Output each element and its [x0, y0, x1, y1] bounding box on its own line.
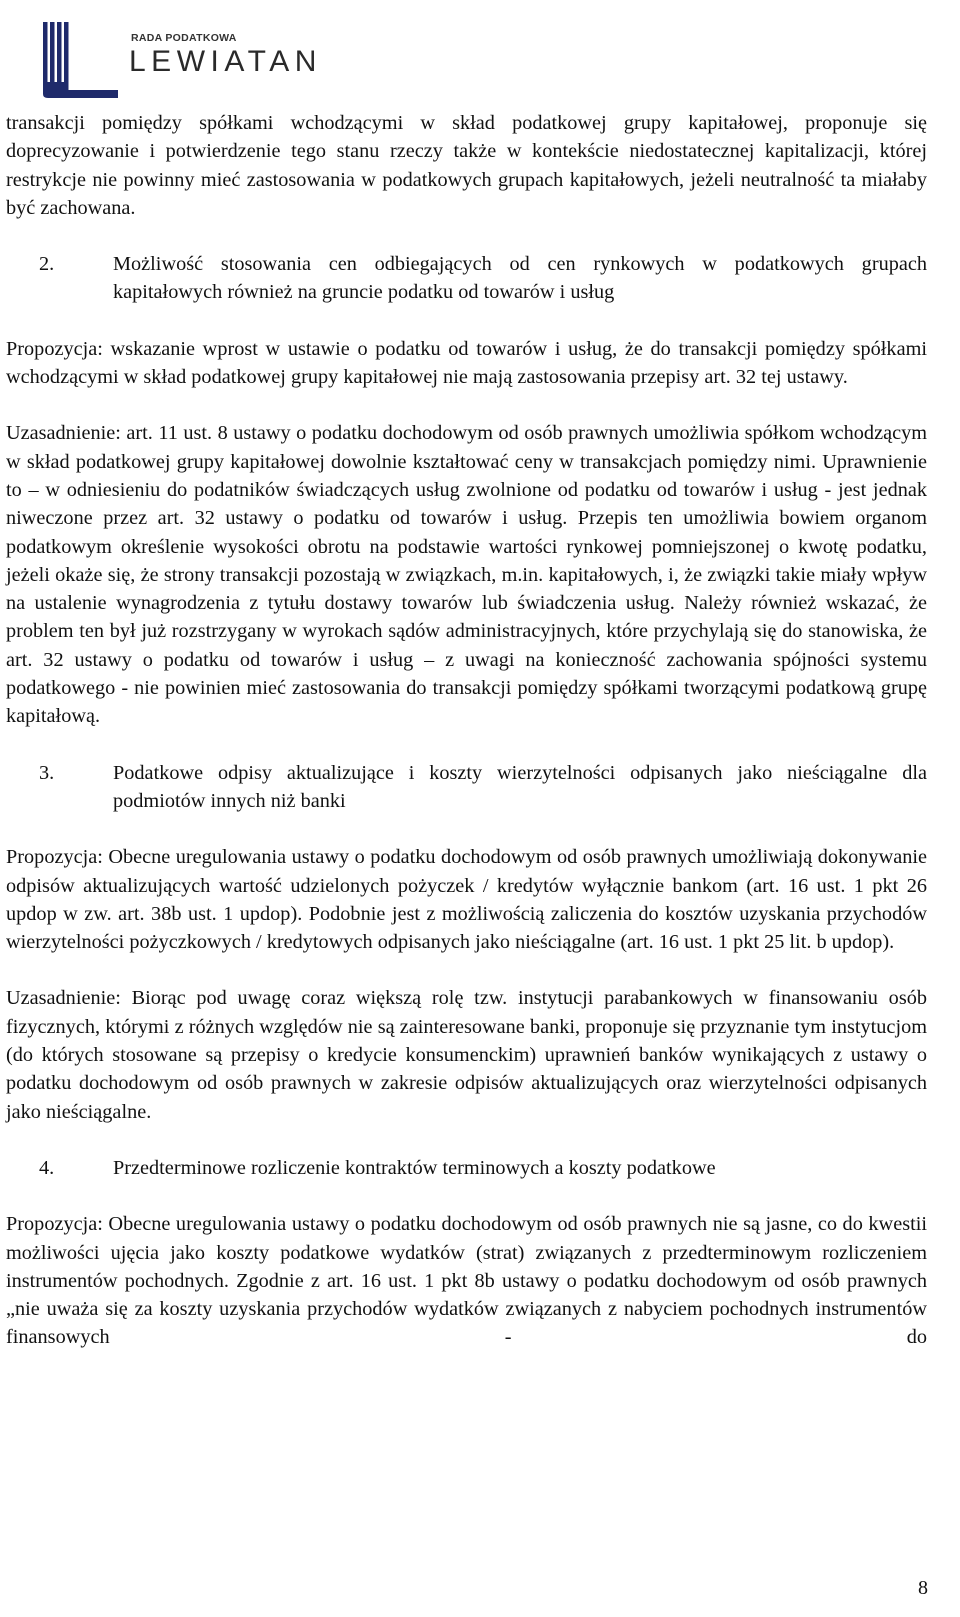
- page-number: 8: [918, 1577, 928, 1599]
- paragraph-intro: transakcji pomiędzy spółkami wchodzącymi w skład podatkowej grupy kapitałowej, proponuje się doprecyzowanie i potwierdzenie tego stanu rzeczy także w kontekście niedostatecznej kapitalizacji, której restrykcje nie powinny mieć zastosowania w podatkowych grupach kapitałowych, jeżeli neutralność ta miałaby być zachowana.: [6, 112, 927, 219]
- section-number: 4.: [39, 1156, 55, 1179]
- section-heading-3: [6, 759, 927, 816]
- header-logo: [40, 20, 340, 98]
- section-title: Podatkowe odpisy aktualizujące i koszty wierzytelności odpisanych jako nieściągalne dla podmiotów innych niż banki: [113, 761, 927, 812]
- section-heading-2: [6, 250, 927, 307]
- document-body: [6, 109, 927, 1352]
- section-title: Możliwość stosowania cen odbiegających od cen rynkowych w podatkowych grupach kapitałowych również na gruncie podatku od towarów i usług: [113, 253, 927, 304]
- lewiatan-logo-icon: [40, 20, 118, 98]
- section-number: 3.: [39, 761, 55, 784]
- section-heading-4: [6, 1154, 927, 1182]
- paragraph-justification-3: Uzasadnienie: Biorąc pod uwagę coraz większą rolę tzw. instytucji parabankowych w finansowaniu osób fizycznych, którymi z różnych względów nie są zainteresowane banki, proponuje się przyznanie tym instytucjom (do których stosowane są przepisy o kredycie konsumenckim) uprawnień banków wynikających z ustawy o podatku dochodowym od osób prawnych w zakresie odpisów aktualizujących oraz wierzytelności odpisanych jako nieściągalne.: [6, 987, 927, 1123]
- logo-subtitle: RADA PODATKOWA: [131, 32, 237, 44]
- section-title: Przedterminowe rozliczenie kontraktów terminowych a koszty podatkowe: [113, 1156, 716, 1179]
- paragraph-proposal-3: Propozycja: Obecne uregulowania ustawy o podatku dochodowym od osób prawnych umożliwiają dokonywanie odpisów aktualizujących wartość udzielonych pożyczek / kredytów wyłącznie bankom (art. 16 ust. 1 pkt 26 updop w zw. art. 38b ust. 1 updop). Podobnie jest z możliwością zaliczenia do kosztów uzyskania przychodów wierzytelności pożyczkowych / kredytowych odpisanych jako nieściągalne (art. 16 ust. 1 pkt 25 lit. b updop).: [6, 846, 927, 954]
- paragraph-justification-2: Uzasadnienie: art. 11 ust. 8 ustawy o podatku dochodowym od osób prawnych umożliwia spółkom wchodzącym w skład podatkowej grupy kapitałowej dowolnie kształtować ceny w transakcjach pomiędzy nimi. Uprawnienie to – w odniesieniu do podatników świadczących usług zwolnione od podatku od towarów i usług - jest jednak niweczone przez art. 32 ustawy o podatku od towarów i usług. Przepis ten umożliwia bowiem organom podatkowym określenie wysokości obrotu na podstawie wartości rynkowej pomniejszonej o kwotę podatku, jeżeli okaże się, że strony transakcji pozostają w związkach, m.in. kapitałowych, i, że związki takie miały wpływ na ustalenie wynagrodzenia z tytułu dostawy towarów lub świadczenia usług. Należy również wskazać, że problem ten był już rozstrzygany w wyrokach sądów administracyjnych, które przychylają się do stanowiska, że art. 32 ustawy o podatku od towarów i usług – z uwagi na konieczność zachowania spójności systemu podatkowego - nie powinien mieć zastosowania do transakcji pomiędzy spółkami tworzącymi podatkową grupę kapitałową.: [6, 422, 927, 728]
- paragraph-proposal-4: Propozycja: Obecne uregulowania ustawy o podatku dochodowym od osób prawnych nie są jasne, co do kwestii możliwości ujęcia jako koszty podatkowe wydatków (strat) związanych z przedterminowym rozliczeniem instrumentów pochodnych. Zgodnie z art. 16 ust. 1 pkt 8b ustawy o podatku dochodowym od osób prawnych „nie uważa się za koszty uzyskania przychodów wydatków związanych z nabyciem pochodnych instrumentów finansowych - do: [6, 1213, 927, 1349]
- logo-title: LEWIATAN: [129, 45, 322, 78]
- section-number: 2.: [39, 253, 55, 276]
- paragraph-proposal-2: Propozycja: wskazanie wprost w ustawie o podatku od towarów i usług, że do transakcji pomiędzy spółkami wchodzącymi w skład podatkowej grupy kapitałowej nie mają zastosowania przepisy art. 32 tej ustawy.: [6, 337, 927, 389]
